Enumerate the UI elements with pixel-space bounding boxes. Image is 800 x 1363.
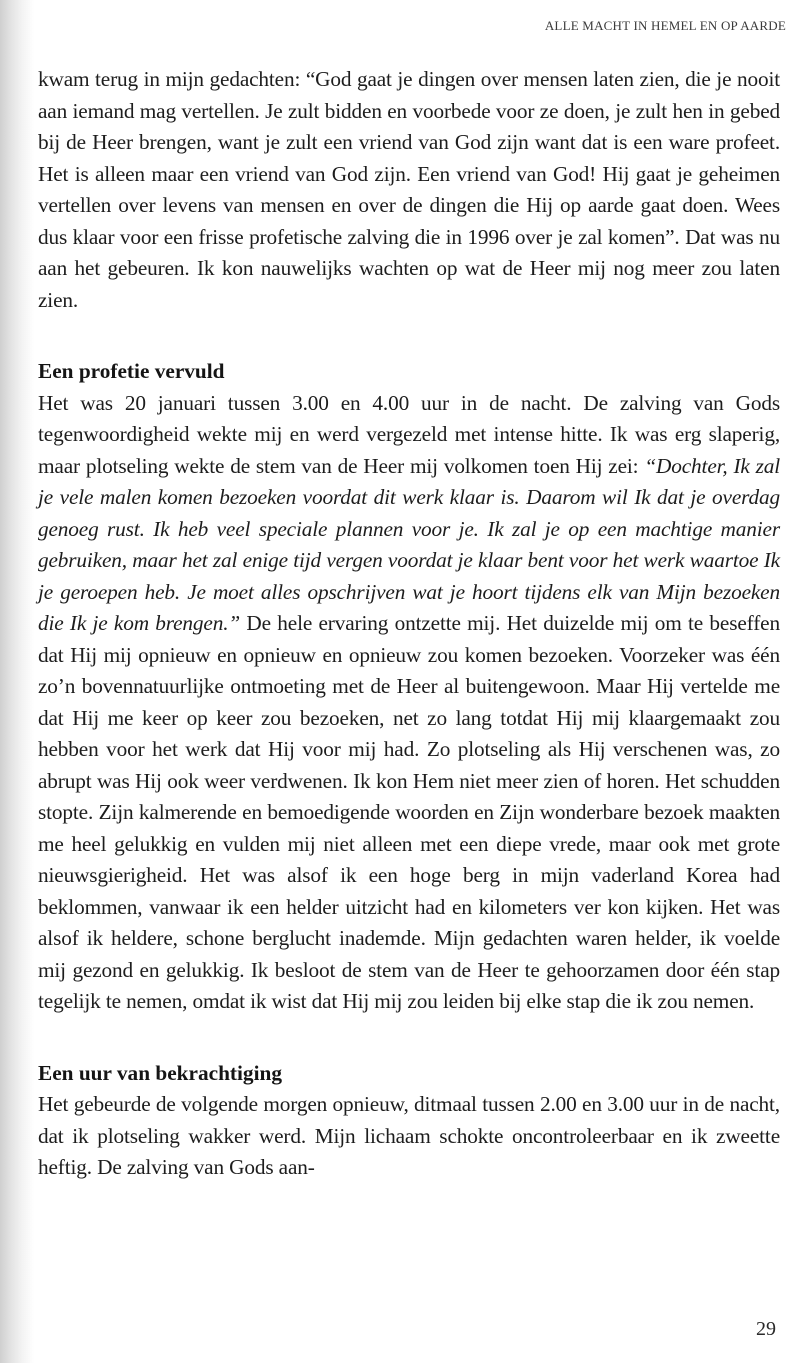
section-heading-een-profetie-vervuld: Een profetie vervuld [38,359,225,383]
page-number: 29 [756,1318,776,1340]
page-gutter-shadow [0,0,34,1363]
section-spacer [38,1018,780,1058]
prophecy-paragraph [38,388,780,1018]
empowerment-paragraph: Het gebeurde de volgende morgen opnieuw, ditmaal tussen 2.00 en 3.00 uur in de nacht, dat ik plotseling wakker werd. Mijn lichaam schokte oncontroleerbaar en ik zweette heftig. De zalving van Gods aan- [38,1092,780,1179]
prophecy-quote: “Dochter, Ik zal je vele malen komen bezoeken voordat dit werk klaar is. Daarom wil Ik dat je overdag genoeg rust. Ik heb veel speciale plannen voor je. Ik zal je op een machtige manier gebruiken, maar het zal enige tijd vergen voordat je klaar bent voor het werk waartoe Ik je geroepen heb. Je moet alles opschrijven wat je hoort tijdens elk van Mijn bezoeken die Ik je kom brengen.” [38,453,780,635]
opening-paragraph: kwam terug in mijn gedachten: “God gaat je dingen over mensen laten zien, die je nooit aan iemand mag vertellen. Je zult bidden en voorbede voor ze doen, je zult hen in gebed bij de Heer brengen, want je zult een vriend van God zijn want dat is een ware profeet. Het is alleen maar een vriend van God zijn. Een vriend van God! Hij gaat je geheimen vertellen over levens van mensen en over de dingen die Hij op aarde gaat doen. Wees dus klaar voor een frisse profetische zalving die in 1996 over je zal komen”. Dat was nu aan het gebeuren. Ik kon nauwelijks wachten op wat de Heer mij nog meer zou laten zien. [38,67,780,312]
section-heading-een-uur-van-bekrachtiging: Een uur van bekrachtiging [38,1060,282,1085]
section-spacer [38,316,780,356]
prophecy-continuation-text: De hele ervaring ontzette mij. Het duizelde mij om te beseffen dat Hij mij opnieuw en opnieuw en opnieuw zou komen bezoeken. Voorzeker was één zo’n bovennatuurlijke ontmoeting met de Heer al buitengewoon. Maar Hij vertelde me dat Hij me keer op keer zou bezoeken, net zo lang totdat Hij mij klaargemaakt zou hebben voor het werk dat Hij voor mij had. Zo plotseling als Hij verschenen was, zo abrupt was Hij ook weer verdwenen. Ik kon Hem niet meer zien of horen. Het schudden stopte. Zijn kalmerende en bemoedigende woorden en Zijn wonderbare bezoek maakten me heel gelukkig en vulden mij niet alleen met een diepe vrede, maar ook met grote nieuwsgierigheid. Het was alsof ik een hoge berg in mijn vaderland Korea had beklommen, vanwaar ik een helder uitzicht had en kilometers ver kon kijken. Het was alsof ik heldere, schone berglucht inademde. Mijn gedachten waren helder, ik voelde mij gezond en gelukkig. Ik besloot de stem van de Heer te gehoorzamen door één stap tegelijk te nemen, omdat ik wist dat Hij mij zou leiden bij elke stap die ik zou nemen. [38,611,780,1013]
running-head: ALLE MACHT IN HEMEL EN OP AARDE [544,18,786,33]
prophecy-intro-text: Het was 20 januari tussen 3.00 en 4.00 uur in de nacht. De zalving van Gods tegenwoordigheid wekte mij en werd vergezeld met intense hitte. Ik was erg slaperig, maar plotseling wekte de stem van de Heer mij volkomen toen Hij zei: [38,390,780,478]
page-body [38,64,780,1184]
